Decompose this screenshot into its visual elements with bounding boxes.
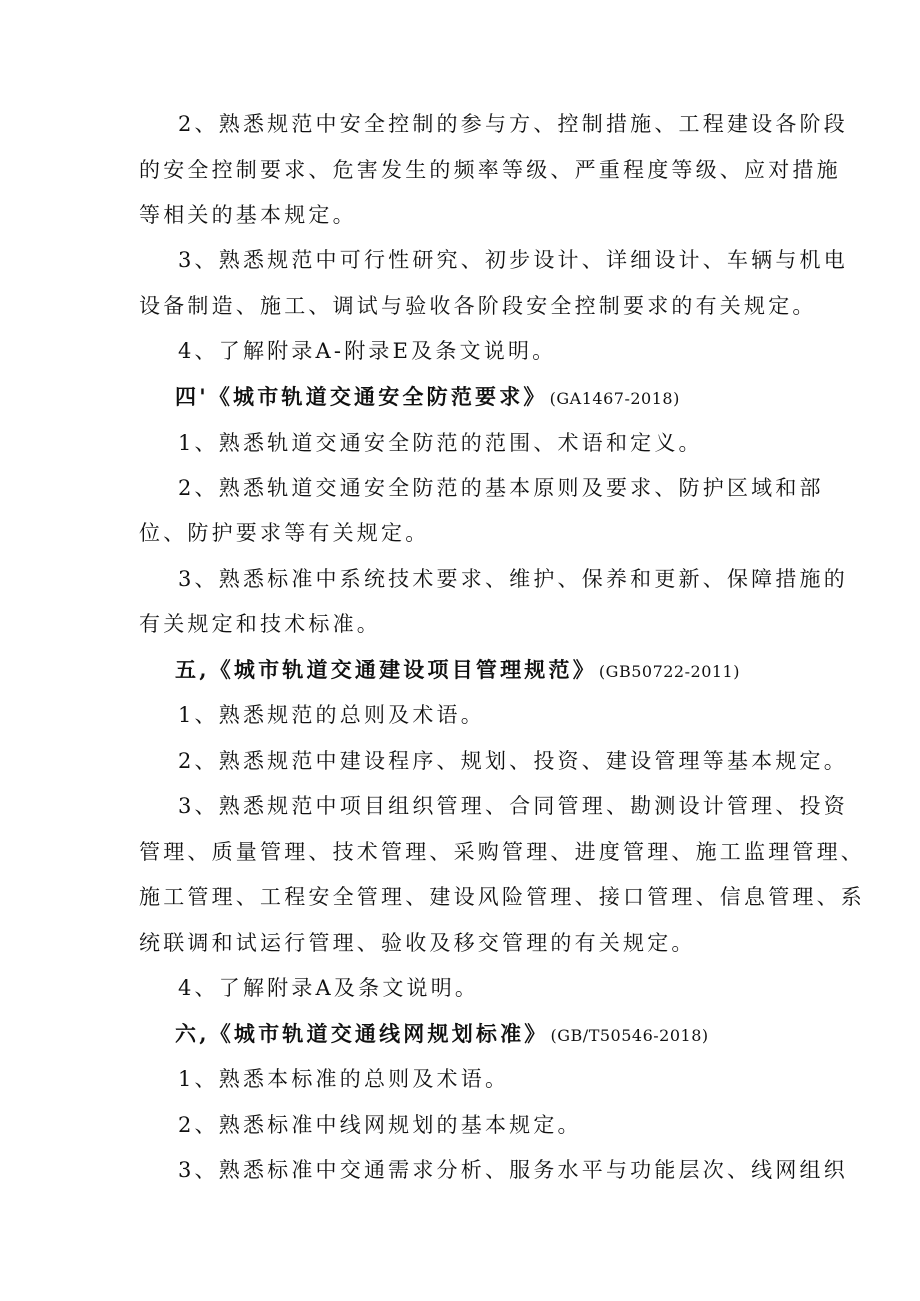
section-heading-title: 六,《城市轨道交通线网规划标准》: [175, 1021, 549, 1046]
standard-code: (GB/T50546-2018): [550, 1026, 709, 1045]
paragraph-line: 管理、质量管理、技术管理、采购管理、进度管理、施工监理管理、: [139, 840, 865, 864]
section-heading-4: [175, 383, 680, 413]
paragraph-line: 2、熟悉标准中线网规划的基本规定。: [178, 1113, 582, 1137]
paragraph-line: 1、熟悉轨道交通安全防范的范围、术语和定义。: [178, 431, 703, 455]
paragraph-line: 3、熟悉规范中可行性研究、初步设计、详细设计、车辆与机电: [178, 248, 848, 272]
paragraph-line: 位、防护要求等有关规定。: [139, 521, 430, 545]
paragraph-line: 施工管理、工程安全管理、建设风险管理、接口管理、信息管理、系: [139, 885, 865, 909]
paragraph-line: 1、熟悉本标准的总则及术语。: [178, 1067, 510, 1091]
section-heading-title: 四'《城市轨道交通安全防范要求》: [175, 384, 548, 409]
paragraph-line: 2、熟悉轨道交通安全防范的基本原则及要求、防护区域和部: [178, 476, 824, 500]
standard-code: (GA1467-2018): [549, 389, 680, 408]
paragraph-line: 4、了解附录A-附录E及条文说明。: [178, 339, 557, 363]
paragraph-line: 2、熟悉规范中安全控制的参与方、控制措施、工程建设各阶段: [178, 112, 848, 136]
paragraph-line: 等相关的基本规定。: [139, 203, 357, 227]
paragraph-line: 2、熟悉规范中建设程序、规划、投资、建设管理等基本规定。: [178, 749, 848, 773]
paragraph-line: 3、熟悉标准中交通需求分析、服务水平与功能层次、线网组织: [178, 1158, 848, 1182]
paragraph-line: 3、熟悉标准中系统技术要求、维护、保养和更新、保障措施的: [178, 567, 848, 591]
paragraph-line: 统联调和试运行管理、验收及移交管理的有关规定。: [139, 931, 696, 955]
paragraph-line: 设备制造、施工、调试与验收各阶段安全控制要求的有关规定。: [139, 294, 817, 318]
section-heading-5: [175, 656, 740, 686]
paragraph-line: 的安全控制要求、危害发生的频率等级、严重程度等级、应对措施: [139, 158, 841, 182]
paragraph-line: 4、了解附录A及条文说明。: [178, 976, 480, 1000]
section-heading-title: 五,《城市轨道交通建设项目管理规范》: [175, 657, 597, 682]
paragraph-line: 有关规定和技术标准。: [139, 612, 381, 636]
paragraph-line: 1、熟悉规范的总则及术语。: [178, 703, 485, 727]
paragraph-line: 3、熟悉规范中项目组织管理、合同管理、勘测设计管理、投资: [178, 794, 848, 818]
section-heading-6: [175, 1020, 709, 1050]
standard-code: (GB50722-2011): [598, 662, 740, 681]
